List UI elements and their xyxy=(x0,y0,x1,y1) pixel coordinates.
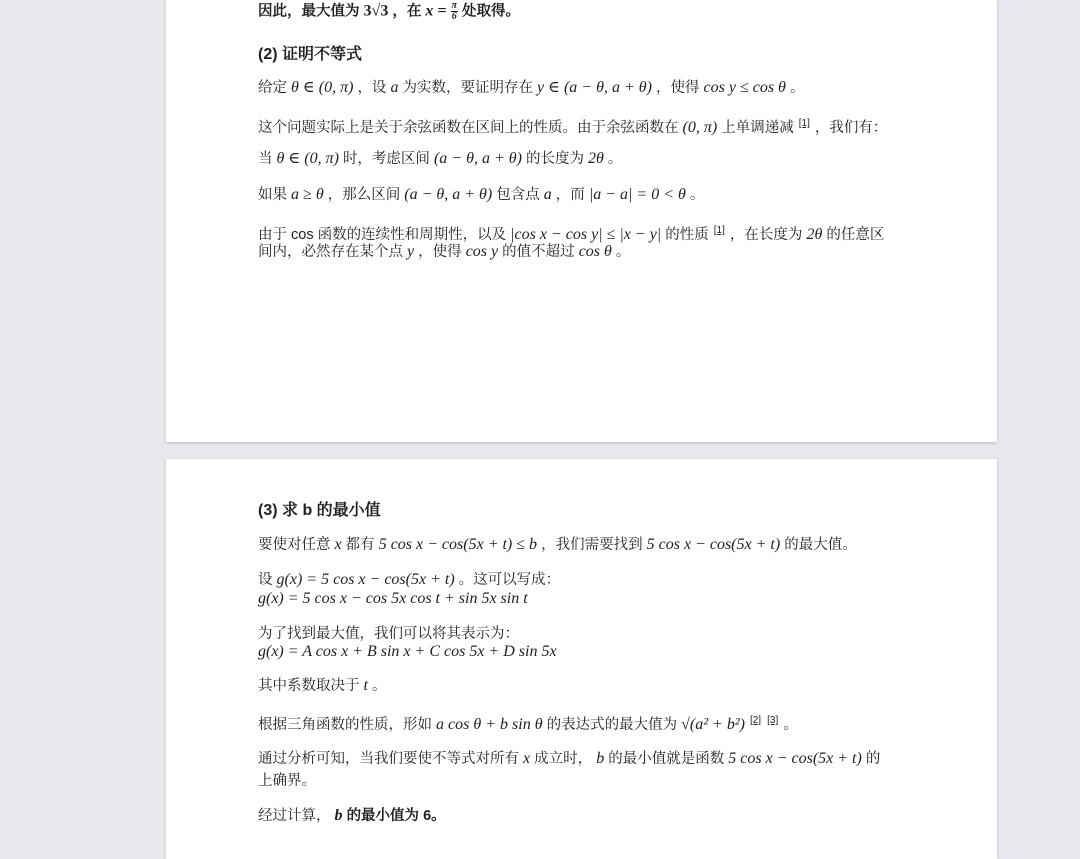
text: 设 xyxy=(258,572,273,588)
text: 的性质 xyxy=(665,226,709,243)
text: 要使对任意 xyxy=(258,537,331,553)
math-expression: √(a² + b²) xyxy=(681,715,745,733)
text: 为了找到最大值，我们可以将其表示为： xyxy=(258,626,519,642)
text: 当 xyxy=(258,151,273,167)
document-page-2 xyxy=(166,459,997,859)
math-expression: (a − θ, a + θ) xyxy=(433,150,522,167)
text: 间内，必然存在某个点 xyxy=(258,244,403,260)
text: 为实数，要证明存在 xyxy=(402,80,533,96)
math-expression: g(x) = A cos x + B sin x + C cos 5x + D sin 5x xyxy=(258,643,557,660)
text: 。 xyxy=(783,716,798,733)
math-expression: 5 cos x − cos(5x + t) ≤ b xyxy=(378,536,538,553)
math-expression: 5 cos x − cos(5x + t) xyxy=(646,536,781,553)
math-expression: θ ∈ (0, π) xyxy=(276,150,339,167)
math-expression: x xyxy=(523,750,531,767)
conclusion-text-b: ，在 xyxy=(392,3,422,20)
text: 都有 xyxy=(345,537,375,553)
section-2-heading: (2) 证明不等式 xyxy=(258,46,363,63)
max-value-math: 3√3 xyxy=(363,2,389,20)
text: 。 xyxy=(372,678,387,694)
text: 成立时， xyxy=(534,751,593,767)
text: 其中系数取决于 xyxy=(258,678,360,694)
conclusion-text-c: 处取得。 xyxy=(462,3,521,20)
paragraph-supremum-line-1 xyxy=(258,749,880,769)
paragraph-final-answer xyxy=(258,806,446,826)
math-expression: a xyxy=(390,79,399,96)
text: 的值不超过 xyxy=(502,244,575,260)
math-expression: |cos x − cos y| ≤ |x − y| xyxy=(510,225,662,243)
text: 通过分析可知，当我们要使不等式对所有 xyxy=(258,751,519,767)
math-expression: (a − θ, a + θ) xyxy=(404,186,493,203)
math-expression: 2θ xyxy=(588,150,604,167)
paragraph-interval-length xyxy=(258,149,622,169)
section-3-heading: (3) 求 b 的最小值 xyxy=(258,502,381,519)
math-expression: θ ∈ (0, π) xyxy=(291,79,354,96)
math-expression: x xyxy=(334,536,342,553)
citation-link[interactable]: [2] xyxy=(749,715,762,726)
text: 根据三角函数的性质，形如 xyxy=(258,716,432,733)
text: 。 xyxy=(689,187,705,203)
math-expression: b xyxy=(334,807,343,824)
paragraph-trig-max xyxy=(258,711,798,735)
fraction-numerator: π xyxy=(451,0,457,11)
math-expression: cos y ≤ cos θ xyxy=(703,79,786,96)
math-expression: 2θ xyxy=(806,225,823,243)
paragraph-coefficients xyxy=(258,676,387,696)
citation-link[interactable]: [3] xyxy=(767,715,779,726)
text: 的表达式的最大值为 xyxy=(546,716,678,733)
math-expression: t xyxy=(363,677,368,694)
math-expression: g(x) = 5 cos x − cos(5x + t) xyxy=(276,571,455,588)
text: 时，考虑区间 xyxy=(342,151,430,167)
paragraph-continuity-line-2 xyxy=(258,242,630,262)
text: 的最小值就是函数 xyxy=(608,751,725,767)
citation-link[interactable]: [1] xyxy=(713,225,725,236)
math-expression: b xyxy=(596,750,605,767)
math-expression: a cos θ + b sin θ xyxy=(436,715,543,733)
math-expression: cos y xyxy=(465,243,499,260)
citation-link[interactable]: [1] xyxy=(798,118,810,129)
text: ，我们有： xyxy=(814,119,888,136)
text: ，那么区间 xyxy=(327,187,401,203)
text: ，使得 xyxy=(655,80,700,96)
text: 。 xyxy=(789,80,805,96)
x-equals-math: x = xyxy=(425,2,447,20)
equation-g-expanded xyxy=(258,589,528,609)
text: 由于 cos 函数的连续性和周期性，以及 xyxy=(258,226,507,243)
text: 的长度为 xyxy=(525,151,584,167)
fraction-denominator: 6 xyxy=(451,11,457,22)
math-expression: y ∈ (a − θ, a + θ) xyxy=(537,79,652,96)
paragraph-cosine-monotonic xyxy=(258,114,887,138)
text: 的最小值为 6。 xyxy=(346,808,446,824)
text: 。 xyxy=(607,151,623,167)
text: 如果 xyxy=(258,187,287,203)
text: 经过计算， xyxy=(258,808,331,824)
document-page-1 xyxy=(166,0,997,442)
text: ，而 xyxy=(555,187,585,203)
paragraph-find-max xyxy=(258,535,857,555)
text: ，我们需要找到 xyxy=(541,537,643,553)
paragraph-represent xyxy=(258,624,519,644)
text: ，设 xyxy=(357,80,387,96)
text: ，在长度为 xyxy=(729,226,803,243)
text: 包含点 xyxy=(496,187,540,203)
math-expression: g(x) = 5 cos x − cos 5x cos t + sin 5x sin t xyxy=(258,590,528,607)
paragraph-given-theta xyxy=(258,78,804,98)
math-expression: cos θ xyxy=(578,243,612,260)
text: 上确界。 xyxy=(258,773,316,789)
text: 的任意区 xyxy=(826,226,885,243)
text: 给定 xyxy=(258,80,287,96)
paragraph-a-ge-theta xyxy=(258,185,704,205)
text: ，使得 xyxy=(418,244,462,260)
math-expression: (0, π) xyxy=(682,118,718,136)
math-expression: 5 cos x − cos(5x + t) xyxy=(728,750,862,767)
text: 这个问题实际上是关于余弦函数在区间上的性质。由于余弦函数在 xyxy=(258,119,679,136)
paragraph-supremum-line-2 xyxy=(258,771,316,791)
text: 的最大值。 xyxy=(784,537,857,553)
equation-g-general xyxy=(258,642,557,662)
text: 。 xyxy=(615,244,631,260)
text: 上单调递减 xyxy=(721,119,794,136)
math-expression: |a − a| = 0 < θ xyxy=(588,186,686,203)
conclusion-text-a: 因此，最大值为 xyxy=(258,3,360,20)
text: 。这可以写成： xyxy=(458,572,561,588)
text: 的 xyxy=(865,751,881,767)
pi-over-6-fraction xyxy=(451,1,458,22)
math-expression: a ≥ θ xyxy=(291,186,324,203)
math-expression: a xyxy=(543,186,552,203)
paragraph-define-g xyxy=(258,570,560,590)
conclusion-line xyxy=(258,1,520,22)
math-expression: y xyxy=(407,243,415,260)
